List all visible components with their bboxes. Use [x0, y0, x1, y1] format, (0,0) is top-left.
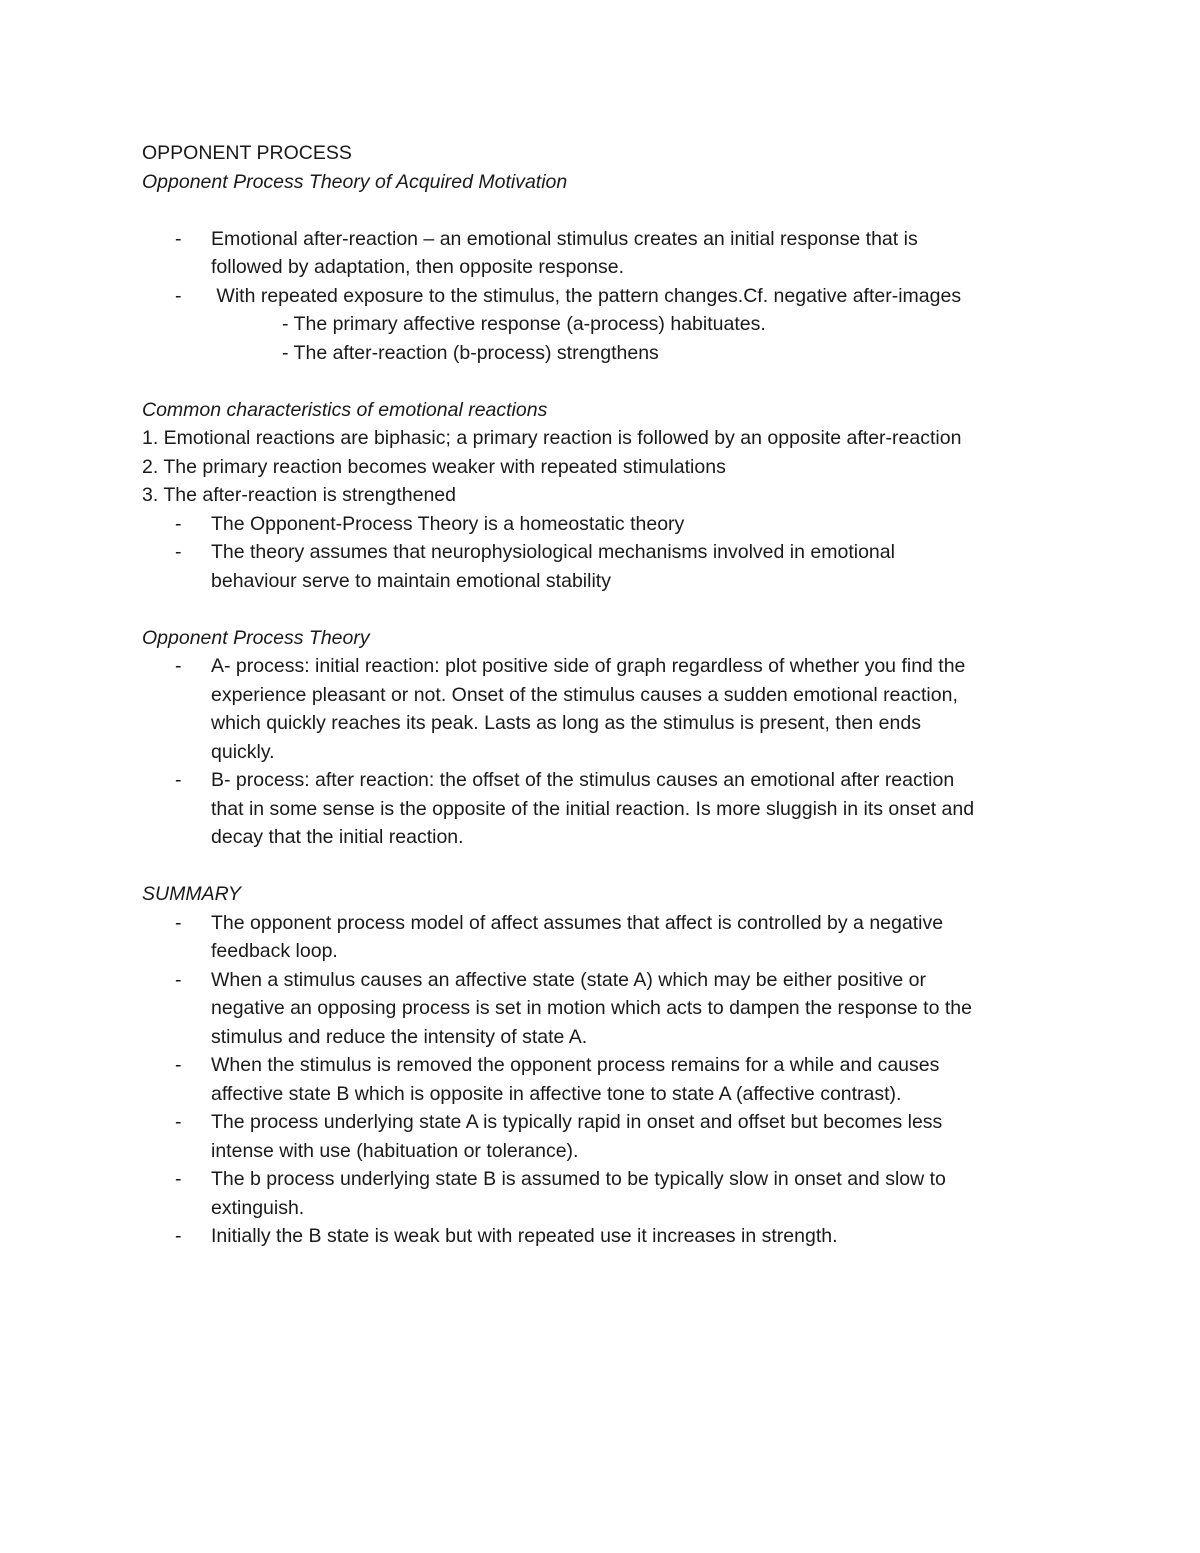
- bullet-dash: -: [175, 1168, 182, 1190]
- list-item: [142, 538, 1072, 595]
- list-item: [142, 652, 1072, 766]
- list-item: [142, 1165, 1072, 1222]
- bullet-line: behaviour serve to maintain emotional stability: [211, 569, 611, 592]
- numbered-item: 2. The primary reaction becomes weaker with repeated stimulations: [142, 455, 726, 478]
- bullet-line: When the stimulus is removed the opponent process remains for a while and causes: [211, 1054, 940, 1076]
- list-item: [142, 966, 1072, 1052]
- common-section: [142, 396, 1072, 596]
- list-item: [142, 1051, 1072, 1108]
- bullet-line: Emotional after-reaction – an emotional stimulus creates an initial response that is: [211, 227, 918, 250]
- bullet-line: followed by adaptation, then opposite response.: [211, 256, 625, 278]
- bullet-line: The theory assumes that neurophysiological mechanisms involved in emotional: [211, 541, 895, 563]
- bullet-line: B- process: after reaction: the offset of the stimulus causes an emotional after reaction: [211, 769, 955, 791]
- list-item: [142, 766, 1072, 852]
- bullet-dash: -: [175, 911, 182, 934]
- sub-item: - The primary affective response (a-process) habituates.: [282, 313, 766, 335]
- bullet-dash: -: [175, 1054, 182, 1076]
- bullet-dash: -: [175, 284, 182, 307]
- summary-section: [142, 880, 1072, 1251]
- section-heading: SUMMARY: [142, 883, 241, 905]
- list-item: [142, 909, 1072, 966]
- document-title: OPPONENT PROCESS: [142, 142, 352, 164]
- section-heading: Opponent Process Theory: [142, 626, 370, 649]
- bullet-line: feedback loop.: [211, 940, 338, 962]
- bullet-line: quickly.: [211, 740, 275, 763]
- bullet-dash: -: [175, 541, 182, 563]
- bullet-line: affective state B which is opposite in affective tone to state A (affective contrast).: [211, 1082, 902, 1105]
- numbered-item: 1. Emotional reactions are biphasic; a primary reaction is followed by an opposite after-reaction: [142, 427, 962, 449]
- list-item: [142, 510, 1072, 539]
- theory-section: [142, 624, 1072, 852]
- bullet-line: that in some sense is the opposite of the initial reaction. Is more sluggish in its onset and: [211, 797, 975, 820]
- bullet-dash: -: [175, 227, 182, 250]
- bullet-line: The b process underlying state B is assumed to be typically slow in onset and slow to: [211, 1168, 946, 1190]
- bullet-line: A- process: initial reaction: plot positive side of graph regardless of whether you find the: [211, 655, 966, 677]
- spacer: [142, 196, 1072, 225]
- sub-item: - The after-reaction (b-process) strengthens: [282, 341, 659, 364]
- bullet-line: which quickly reaches its peak. Lasts as long as the stimulus is present, then ends: [211, 712, 921, 734]
- numbered-item: 3. The after-reaction is strengthened: [142, 484, 456, 506]
- bullet-line: The Opponent-Process Theory is a homeostatic theory: [211, 512, 685, 535]
- spacer: [142, 595, 1072, 624]
- bullet-line: The process underlying state A is typically rapid in onset and offset but becomes less: [211, 1111, 943, 1133]
- intro-section: [142, 225, 1072, 368]
- document-subtitle: Opponent Process Theory of Acquired Motivation: [142, 170, 568, 193]
- bullet-line: extinguish.: [211, 1196, 305, 1219]
- bullet-dash: -: [175, 769, 182, 791]
- bullet-line: negative an opposing process is set in motion which acts to dampen the response to the: [211, 997, 972, 1019]
- bullet-line: Initially the B state is weak but with repeated use it increases in strength.: [211, 1225, 838, 1247]
- bullet-dash: -: [175, 1225, 182, 1247]
- spacer: [142, 852, 1072, 881]
- bullet-line: intense with use (habituation or tolerance).: [211, 1139, 579, 1162]
- bullet-line: The opponent process model of affect assumes that affect is controlled by a negative: [211, 911, 944, 934]
- bullet-dash: -: [175, 1111, 182, 1133]
- bullet-dash: -: [175, 968, 182, 991]
- bullet-line: When a stimulus causes an affective state (state A) which may be either positive or: [211, 968, 926, 991]
- bullet-line: experience pleasant or not. Onset of the stimulus causes a sudden emotional reaction,: [211, 683, 958, 706]
- list-item: [142, 1222, 1072, 1251]
- section-heading: Common characteristics of emotional reactions: [142, 398, 548, 421]
- list-item: [142, 1108, 1072, 1165]
- bullet-line: decay that the initial reaction.: [211, 826, 464, 848]
- document-page: [142, 139, 1072, 1251]
- list-item: [142, 225, 1072, 282]
- bullet-line: stimulus and reduce the intensity of state A.: [211, 1025, 588, 1048]
- bullet-line: With repeated exposure to the stimulus, the pattern changes.Cf. negative after-images: [211, 284, 962, 307]
- list-item: [142, 282, 1072, 311]
- bullet-dash: -: [175, 512, 182, 535]
- bullet-dash: -: [175, 655, 182, 677]
- spacer: [142, 367, 1072, 396]
